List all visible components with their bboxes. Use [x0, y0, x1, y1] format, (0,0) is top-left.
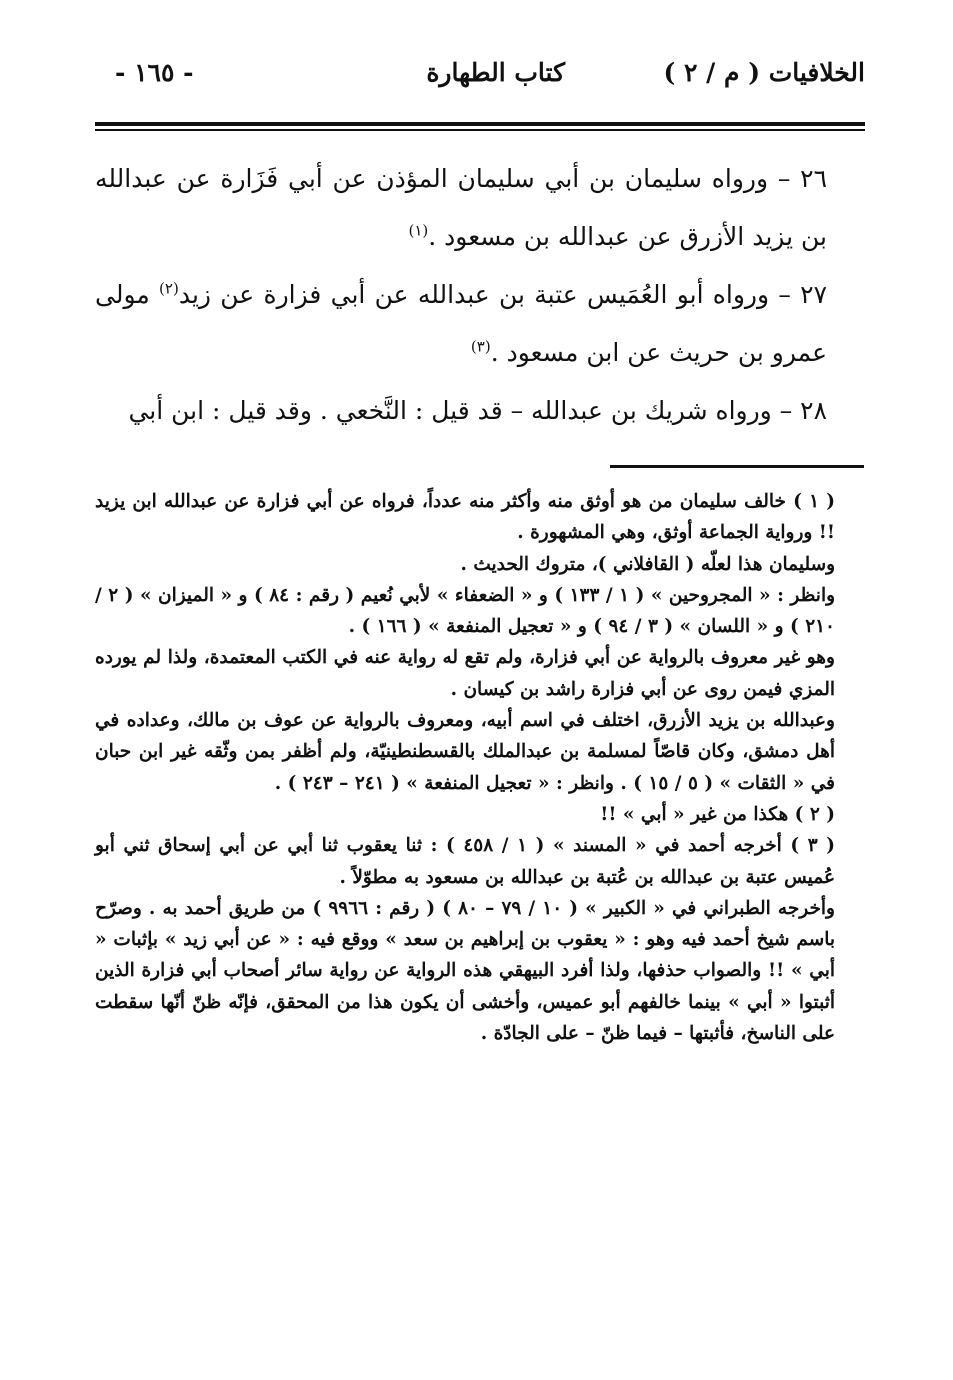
- footnote-1-b: وسليمان هذا لعلّه ( القافلاني )، متروك الحديث .: [460, 553, 835, 575]
- main-text: [95, 150, 865, 440]
- footnotes: [95, 486, 865, 1049]
- footnote-1-a: ( ١ ) خالف سليمان من هو أوثق منه وأكثر منه عدداً، فرواه عن أبي فزارة عن عبدالله ابن يزيد !! ورواية الجماعة أوثق، وهي المشهورة .: [95, 491, 835, 544]
- header-rule-thick: [95, 122, 865, 126]
- paragraph-27-line2: عمرو بن حريث عن ابن مسعود .: [490, 338, 827, 367]
- paragraph-26-line1: ٢٦ – ورواه سليمان بن أبي سليمان المؤذن عن أبي فَزَارة عن عبدالله بن: [95, 164, 827, 251]
- header-rule-thin: [95, 129, 865, 131]
- paragraph-27-line1b: مولى: [95, 280, 160, 309]
- header-double-rule: [95, 122, 865, 132]
- footnote-1-c: وانظر : « المجروحين » ( ١ / ١٣٣ ) و « الضعفاء » لأبي نُعيم ( رقم : ٨٤ ) و « الميزان » ( ٢ / ٢١٠ ) و « اللسان » ( ٣ / ٩٤ ) و « تعجيل المنفعة » ( ١٦٦ ) .: [95, 584, 836, 638]
- chapter-title: كتاب الطهارة: [426, 58, 565, 87]
- paragraph-28: [95, 382, 865, 440]
- page-header: [95, 52, 865, 96]
- paragraph-26-line2: يزيد الأزرق عن عبدالله بن مسعود .: [428, 222, 794, 251]
- footnote-ref-1: (١): [408, 221, 429, 240]
- footnote-3-a: ( ٣ ) أخرجه أحمد في « المسند » ( ١ / ٤٥٨ ) : ثنا يعقوب ثنا أبي عن أبي إسحاق ثني أبو عُميس عتبة بن عبدالله بن عُتبة بن عبدالله بن مسعود به مطوّلاً .: [95, 835, 836, 888]
- footnote-separator: [610, 465, 864, 468]
- footnote-ref-2: (٢): [159, 279, 179, 298]
- footnote-1-e: وعبدالله بن يزيد الأزرق، اختلف في اسم أبيه، ومعروف بالرواية عن عوف بن مالك، وعداده في أهل دمشق، وكان قاصّاً لمسلمة بن عبدالملك بالقسطنطينيّة، ولم أظفر بمن وثّقه غير ابن حبان في « الثقات » ( ٥ / ١٥ ) . وانظر : « تعجيل المنفعة » ( ٢٤١ – ٢٤٣ ) .: [95, 710, 835, 794]
- paragraph-27-line1a: ٢٧ – ورواه أبو العُمَيس عتبة بن عبدالله عن أبي فزارة عن زيد: [178, 280, 827, 309]
- footnote-2: ( ٢ ) هكذا من غير « أبي » !!: [600, 803, 835, 825]
- footnote-1-d: وهو غير معروف بالرواية عن أبي فزارة، ولم تقع له رواية عنه في الكتب المعتمدة، ولذا لم يورده المزي فيمن روى عن أبي فزارة راشد بن كيسان .: [95, 647, 835, 700]
- paragraph-28-line1: ٢٨ – ورواه شريك بن عبدالله – قد قيل : النَّخعي . وقد قيل : ابن أبي: [128, 396, 827, 425]
- paragraph-26: [95, 150, 865, 266]
- page-number: - ١٦٥ -: [115, 58, 194, 87]
- book-title: الخلافيات ( م / ٢ ): [663, 58, 865, 87]
- footnote-ref-3: (٣): [470, 337, 491, 356]
- footnote-3-b: وأخرجه الطبراني في « الكبير » ( ١٠ / ٧٩ – ٨٠ ) ( رقم : ٩٩٦٦ ) من طريق أحمد به . وصرّح باسم شيخ أحمد فيه وهو : « يعقوب بن إبراهيم بن سعد » ووقع فيه : « عن أبي زيد » بإثبات « أبي » !! والصواب حذفها، ولذا أفرد البيهقي هذه الرواية عن رواية سائر أصحاب أبي فزارة الذين أثبتوا « أبي » بينما خالفهم أبو عميس، وأخشى أن يكون هذا من المحقق، فإنّه ظنّ أنّها سقطت على الناسخ، فأثبتها – فيما ظنّ – على الجادّة .: [95, 897, 835, 1045]
- paragraph-27: [95, 266, 865, 382]
